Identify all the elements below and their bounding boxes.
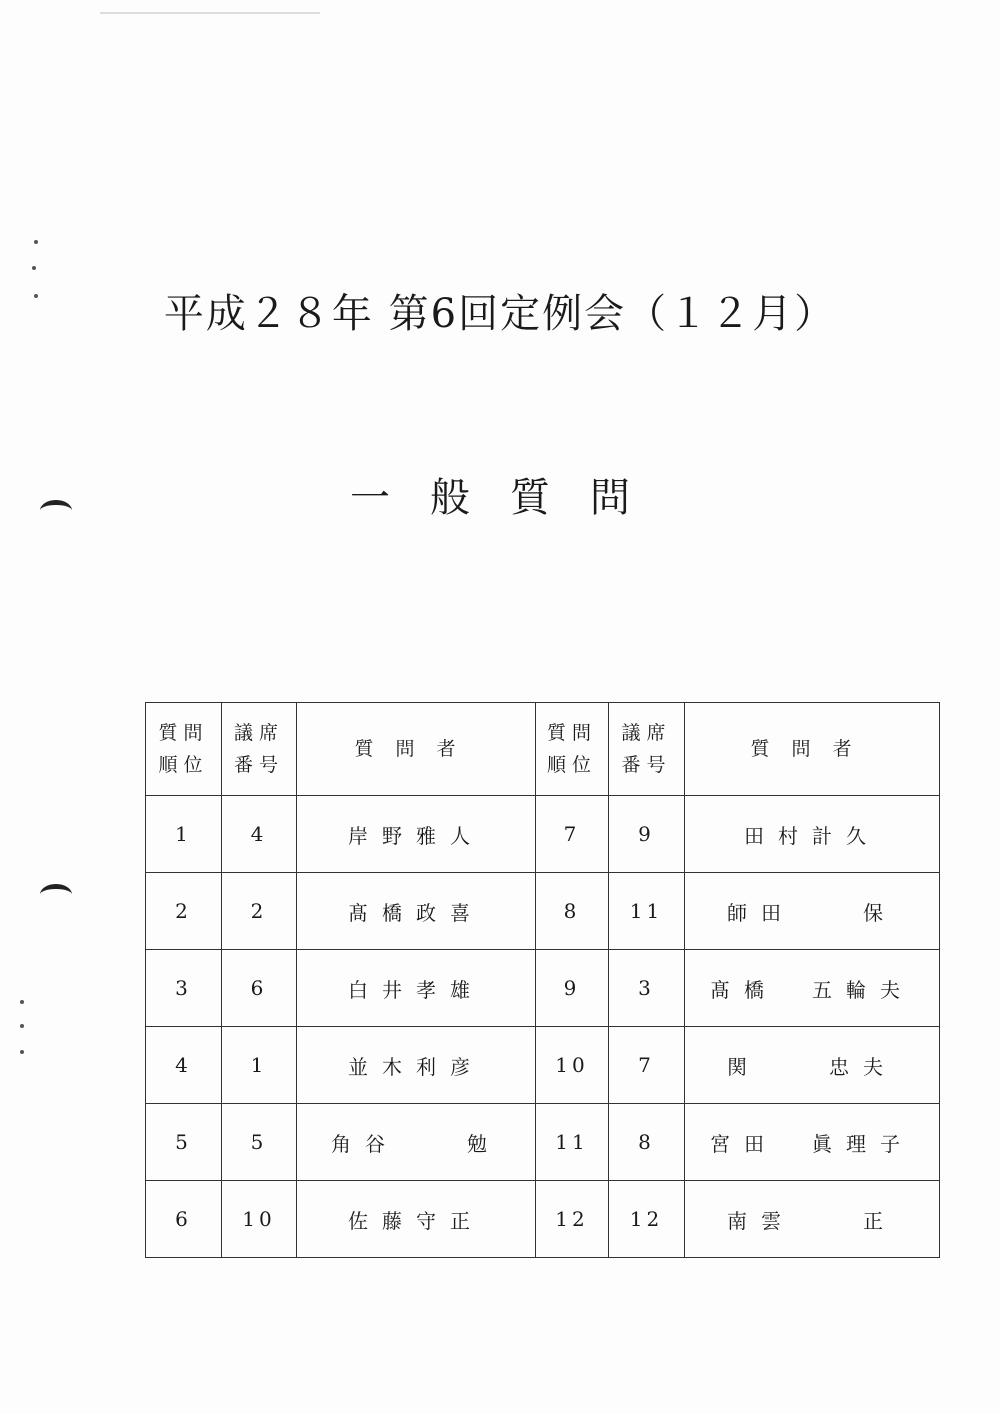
document-title: 平成２８年 第6回定例会（１２月） (163, 291, 837, 337)
questioner-cell: 田村計久 (685, 796, 940, 873)
table-header-row (146, 703, 940, 796)
table-row (146, 873, 940, 950)
header-seat: 議席 番号 (609, 703, 685, 796)
scan-speck (32, 266, 36, 270)
seat-cell: 10 (222, 1181, 297, 1258)
seat-cell: 6 (222, 950, 297, 1027)
seat-cell: 4 (222, 796, 297, 873)
table-row (146, 1027, 940, 1104)
header-order: 質問 順位 (536, 703, 609, 796)
scan-speck (20, 1024, 24, 1028)
seat-cell: 9 (609, 796, 685, 873)
order-cell: 8 (536, 873, 609, 950)
order-cell: 5 (146, 1104, 222, 1181)
questioner-cell: 髙橋 五輪夫 (685, 950, 940, 1027)
seat-cell: 8 (609, 1104, 685, 1181)
order-cell: 12 (536, 1181, 609, 1258)
questioner-cell: 白井孝雄 (297, 950, 536, 1027)
questioner-cell: 師田 保 (685, 873, 940, 950)
questioner-cell: 髙橋政喜 (297, 873, 536, 950)
table-row (146, 950, 940, 1027)
questioner-cell: 佐藤守正 (297, 1181, 536, 1258)
questioner-cell: 岸野雅人 (297, 796, 536, 873)
questioner-cell: 関 忠夫 (685, 1027, 940, 1104)
scan-speck (20, 1050, 24, 1054)
document-subtitle: 一般質問 (350, 475, 670, 521)
table-row (146, 1104, 940, 1181)
order-cell: 6 (146, 1181, 222, 1258)
header-seat: 議席 番号 (222, 703, 297, 796)
seat-cell: 7 (609, 1027, 685, 1104)
seat-cell: 2 (222, 873, 297, 950)
table-row (146, 796, 940, 873)
scan-speck (20, 1000, 24, 1004)
seat-cell: 5 (222, 1104, 297, 1181)
order-cell: 11 (536, 1104, 609, 1181)
order-cell: 2 (146, 873, 222, 950)
questioner-cell: 並木利彦 (297, 1027, 536, 1104)
header-questioner: 質問者 (685, 703, 940, 796)
questioner-cell: 角谷 勉 (297, 1104, 536, 1181)
seat-cell: 11 (609, 873, 685, 950)
order-cell: 3 (146, 950, 222, 1027)
order-cell: 7 (536, 796, 609, 873)
seat-cell: 1 (222, 1027, 297, 1104)
seat-cell: 12 (609, 1181, 685, 1258)
order-cell: 10 (536, 1027, 609, 1104)
order-cell: 4 (146, 1027, 222, 1104)
punch-hole-mark (40, 884, 72, 905)
header-questioner: 質問者 (297, 703, 536, 796)
table-row (146, 1181, 940, 1258)
order-cell: 9 (536, 950, 609, 1027)
scan-artifact-line (100, 12, 320, 14)
scan-speck (34, 240, 38, 244)
questioner-table (145, 702, 940, 1258)
questioner-cell: 南雲 正 (685, 1181, 940, 1258)
order-cell: 1 (146, 796, 222, 873)
header-order: 質問 順位 (146, 703, 222, 796)
seat-cell: 3 (609, 950, 685, 1027)
questioner-cell: 宮田 眞理子 (685, 1104, 940, 1181)
